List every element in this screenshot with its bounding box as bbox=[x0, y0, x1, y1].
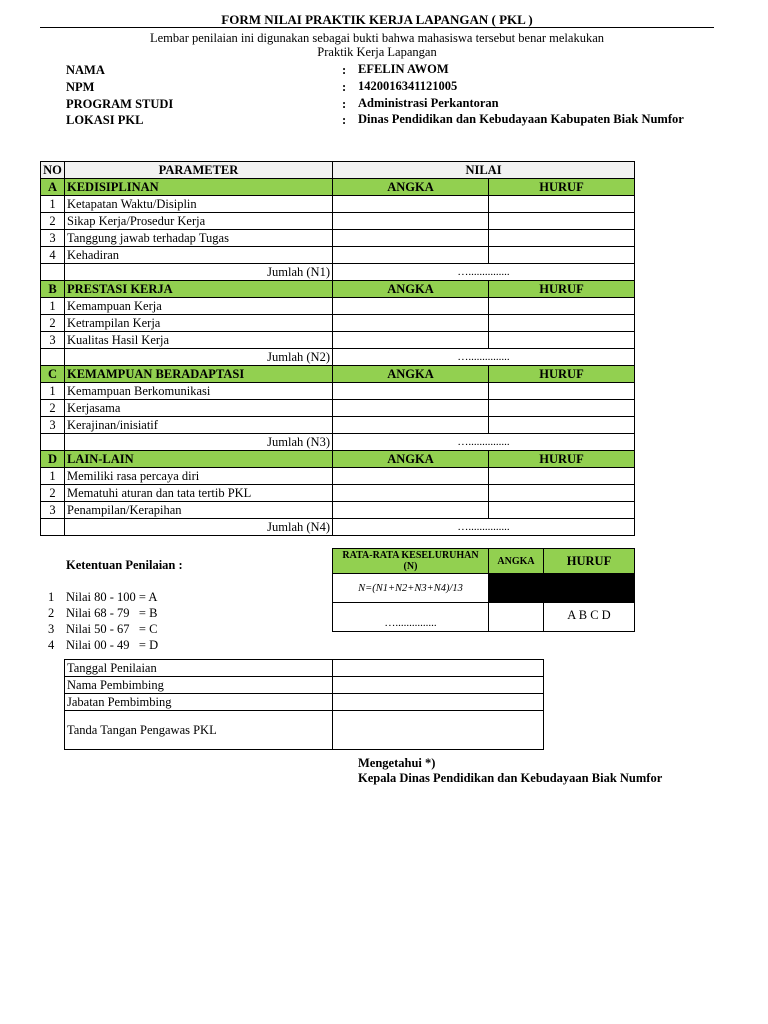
huruf-header: HURUF bbox=[489, 179, 635, 196]
parameter-label: Mematuhi aturan dan tata tertib PKL bbox=[65, 485, 333, 502]
row-number: 2 bbox=[41, 213, 65, 230]
signoff-table bbox=[64, 659, 544, 750]
angka-cell[interactable] bbox=[333, 502, 489, 519]
angka-header: ANGKA bbox=[333, 179, 489, 196]
rule-text: Nilai 68 - 79 = B bbox=[66, 606, 158, 620]
prodi-colon: : bbox=[342, 97, 347, 111]
nama-value: EFELIN AWOM bbox=[358, 62, 449, 76]
lokasi-label: LOKASI PKL bbox=[66, 113, 144, 127]
row-number: 3 bbox=[41, 417, 65, 434]
parameter-label: Penampilan/Kerapihan bbox=[65, 502, 333, 519]
section-name: LAIN-LAIN bbox=[65, 451, 333, 468]
table-row bbox=[41, 196, 635, 213]
huruf-cell[interactable] bbox=[489, 502, 635, 519]
ttd-label: Tanda Tangan Pengawas PKL bbox=[65, 711, 333, 750]
section-row bbox=[41, 366, 635, 383]
huruf-cell[interactable] bbox=[489, 247, 635, 264]
angka-cell[interactable] bbox=[333, 315, 489, 332]
section-row bbox=[41, 281, 635, 298]
huruf-cell[interactable] bbox=[489, 468, 635, 485]
rule-number: 3 bbox=[48, 622, 55, 636]
npm-label: NPM bbox=[66, 80, 95, 94]
angka-cell[interactable] bbox=[333, 247, 489, 264]
table-row bbox=[41, 315, 635, 332]
angka-cell[interactable] bbox=[333, 196, 489, 213]
angka-cell[interactable] bbox=[333, 332, 489, 349]
row-number: 2 bbox=[41, 400, 65, 417]
table-row bbox=[41, 230, 635, 247]
row-number: 1 bbox=[41, 468, 65, 485]
huruf-cell[interactable] bbox=[489, 332, 635, 349]
total-no-cell bbox=[41, 519, 65, 536]
summary-huruf-blackout bbox=[544, 574, 635, 603]
section-code: D bbox=[41, 451, 65, 468]
tanggal-label: Tanggal Penilaian bbox=[65, 660, 333, 677]
nama-pembimbing-field[interactable] bbox=[333, 677, 544, 694]
total-label: Jumlah (N2) bbox=[65, 349, 333, 366]
huruf-cell[interactable] bbox=[489, 213, 635, 230]
npm-value: 1420016341121005 bbox=[358, 79, 458, 93]
row-number: 4 bbox=[41, 247, 65, 264]
huruf-cell[interactable] bbox=[489, 315, 635, 332]
total-label: Jumlah (N1) bbox=[65, 264, 333, 281]
section-code: C bbox=[41, 366, 65, 383]
huruf-cell[interactable] bbox=[489, 417, 635, 434]
row-number: 1 bbox=[41, 383, 65, 400]
total-row bbox=[41, 519, 635, 536]
section-name: KEDISIPLINAN bbox=[65, 179, 333, 196]
ttd-field[interactable] bbox=[333, 711, 544, 750]
total-row bbox=[41, 264, 635, 281]
score-table bbox=[40, 161, 635, 536]
row-number: 3 bbox=[41, 502, 65, 519]
angka-cell[interactable] bbox=[333, 213, 489, 230]
section-name: KEMAMPUAN BERADAPTASI bbox=[65, 366, 333, 383]
angka-cell[interactable] bbox=[333, 400, 489, 417]
row-number: 3 bbox=[41, 230, 65, 247]
table-row bbox=[41, 468, 635, 485]
total-no-cell bbox=[41, 349, 65, 366]
intro-line-2: Praktik Kerja Lapangan bbox=[317, 45, 437, 59]
huruf-header: HURUF bbox=[489, 451, 635, 468]
formula-cell: N=(N1+N2+N3+N4)/13 bbox=[333, 574, 489, 603]
summary-angka-input[interactable] bbox=[489, 603, 544, 632]
total-no-cell bbox=[41, 434, 65, 451]
section-row bbox=[41, 451, 635, 468]
angka-cell[interactable] bbox=[333, 298, 489, 315]
col-no-header: NO bbox=[41, 162, 65, 179]
mengetahui-text: Mengetahui *) bbox=[358, 756, 436, 770]
total-label: Jumlah (N3) bbox=[65, 434, 333, 451]
ketentuan-title: Ketentuan Penilaian : bbox=[66, 558, 183, 572]
table-row bbox=[41, 485, 635, 502]
summary-dots[interactable]: …............... bbox=[333, 603, 489, 632]
rule-number: 4 bbox=[48, 638, 55, 652]
total-value[interactable]: …............... bbox=[333, 434, 635, 451]
kepala-dinas-text: Kepala Dinas Pendidikan dan Kebudayaan Biak Numfor bbox=[358, 771, 663, 785]
parameter-label: Memiliki rasa percaya diri bbox=[65, 468, 333, 485]
angka-header: ANGKA bbox=[333, 451, 489, 468]
angka-header: ANGKA bbox=[333, 281, 489, 298]
table-header-row bbox=[41, 162, 635, 179]
nama-colon: : bbox=[342, 63, 347, 77]
summary-angka-header: ANGKA bbox=[489, 549, 544, 574]
nama-pembimbing-label: Nama Pembimbing bbox=[65, 677, 333, 694]
row-number: 1 bbox=[41, 298, 65, 315]
huruf-cell[interactable] bbox=[489, 400, 635, 417]
angka-header: ANGKA bbox=[333, 366, 489, 383]
table-row bbox=[41, 502, 635, 519]
total-no-cell bbox=[41, 264, 65, 281]
parameter-label: Kerajinan/inisiatif bbox=[65, 417, 333, 434]
tanggal-field[interactable] bbox=[333, 660, 544, 677]
total-value[interactable]: …............... bbox=[333, 264, 635, 281]
row-number: 1 bbox=[41, 196, 65, 213]
parameter-label: Kemampuan Kerja bbox=[65, 298, 333, 315]
rule-number: 2 bbox=[48, 606, 55, 620]
table-row bbox=[41, 298, 635, 315]
section-row bbox=[41, 179, 635, 196]
table-row bbox=[41, 332, 635, 349]
section-code: B bbox=[41, 281, 65, 298]
nama-label: NAMA bbox=[66, 63, 105, 77]
rule-text: Nilai 80 - 100 = A bbox=[66, 590, 158, 604]
total-row bbox=[41, 434, 635, 451]
angka-cell[interactable] bbox=[333, 417, 489, 434]
intro-line-1: Lembar penilaian ini digunakan sebagai bukti bahwa mahasiswa tersebut benar melakukan bbox=[149, 31, 604, 45]
row-number: 2 bbox=[41, 315, 65, 332]
table-row bbox=[41, 417, 635, 434]
huruf-header: HURUF bbox=[489, 281, 635, 298]
col-nilai-header: NILAI bbox=[333, 162, 635, 179]
form-title: FORM NILAI PRAKTIK KERJA LAPANGAN ( PKL ) bbox=[221, 12, 533, 27]
prodi-value: Administrasi Perkantoran bbox=[358, 96, 499, 110]
lokasi-colon: : bbox=[342, 113, 347, 127]
section-code: A bbox=[41, 179, 65, 196]
parameter-label: Ketapatan Waktu/Disiplin bbox=[65, 196, 333, 213]
row-number: 3 bbox=[41, 332, 65, 349]
jabatan-pembimbing-label: Jabatan Pembimbing bbox=[65, 694, 333, 711]
table-row bbox=[41, 383, 635, 400]
huruf-cell[interactable] bbox=[489, 196, 635, 213]
table-row bbox=[41, 400, 635, 417]
huruf-cell[interactable] bbox=[489, 298, 635, 315]
total-row bbox=[41, 349, 635, 366]
summary-angka-blackout bbox=[489, 574, 544, 603]
angka-cell[interactable] bbox=[333, 230, 489, 247]
parameter-label: Kualitas Hasil Kerja bbox=[65, 332, 333, 349]
huruf-header: HURUF bbox=[489, 366, 635, 383]
rule-text: Nilai 00 - 49 = D bbox=[66, 638, 159, 652]
table-row bbox=[41, 247, 635, 264]
lokasi-value: Dinas Pendidikan dan Kebudayaan Kabupaten Biak Numfor bbox=[358, 112, 684, 126]
total-value[interactable]: …............... bbox=[333, 519, 635, 536]
parameter-label: Kerjasama bbox=[65, 400, 333, 417]
huruf-cell[interactable] bbox=[489, 485, 635, 502]
angka-cell[interactable] bbox=[333, 383, 489, 400]
table-row bbox=[41, 213, 635, 230]
rata-rata-header: RATA-RATA KESELURUHAN (N) bbox=[333, 549, 489, 574]
prodi-label: PROGRAM STUDI bbox=[66, 97, 174, 111]
grade-options[interactable]: A B C D bbox=[544, 603, 635, 632]
huruf-cell[interactable] bbox=[489, 230, 635, 247]
summary-huruf-header: HURUF bbox=[544, 549, 635, 574]
col-parameter-header: PARAMETER bbox=[65, 162, 333, 179]
parameter-label: Ketrampilan Kerja bbox=[65, 315, 333, 332]
jabatan-pembimbing-field[interactable] bbox=[333, 694, 544, 711]
rule-text: Nilai 50 - 67 = C bbox=[66, 622, 158, 636]
form-intro bbox=[40, 31, 714, 59]
section-name: PRESTASI KERJA bbox=[65, 281, 333, 298]
angka-cell[interactable] bbox=[333, 485, 489, 502]
parameter-label: Kehadiran bbox=[65, 247, 333, 264]
parameter-label: Kemampuan Berkomunikasi bbox=[65, 383, 333, 400]
summary-table bbox=[332, 548, 635, 632]
huruf-cell[interactable] bbox=[489, 383, 635, 400]
angka-cell[interactable] bbox=[333, 468, 489, 485]
row-number: 2 bbox=[41, 485, 65, 502]
rule-number: 1 bbox=[48, 590, 55, 604]
parameter-label: Sikap Kerja/Prosedur Kerja bbox=[65, 213, 333, 230]
total-label: Jumlah (N4) bbox=[65, 519, 333, 536]
title-divider bbox=[40, 27, 714, 28]
parameter-label: Tanggung jawab terhadap Tugas bbox=[65, 230, 333, 247]
total-value[interactable]: …............... bbox=[333, 349, 635, 366]
npm-colon: : bbox=[342, 80, 347, 94]
